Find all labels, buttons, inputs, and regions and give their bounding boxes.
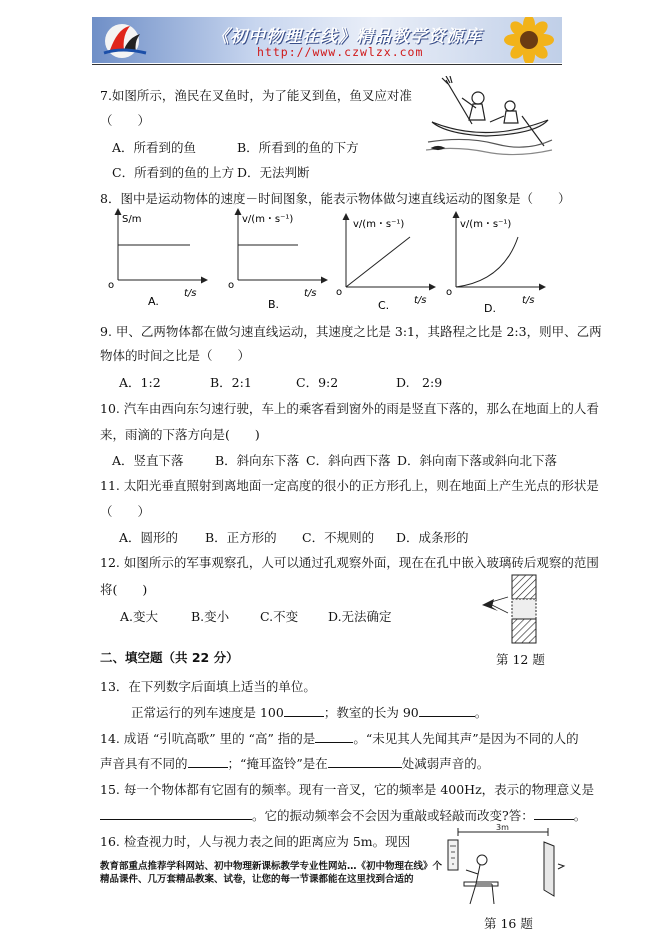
q7-option-d: D．无法判断 [237, 165, 310, 180]
graph-a [108, 210, 206, 308]
q10-option-a: A．竖直下落 [112, 453, 184, 468]
graph-b-ylabel: v/(m・s⁻¹) [242, 214, 294, 225]
graph-b-option: B. [268, 298, 280, 311]
section2-title: 二、填空题（共 22 分） [100, 650, 239, 665]
q14-line1-b: 。“未见其人先闻其声”是因为不同的人的 [353, 731, 579, 746]
header-banner [92, 17, 562, 63]
graph-b-origin: o [228, 280, 235, 291]
q13-end: 。 [474, 705, 488, 720]
q14-blank-1[interactable] [315, 730, 353, 743]
q15-blank-2[interactable] [534, 807, 574, 820]
q11-line1: 11. 太阳光垂直照射到离地面一定高度的很小的正方形孔上，则在地面上产生光点的形状是 [100, 478, 599, 493]
graph-a-option: A. [148, 295, 159, 308]
q15-line2-b: 。 [573, 808, 587, 823]
q10-option-c: C．斜向西下落 [306, 453, 391, 468]
q14-line2-c: 处减弱声音的。 [401, 756, 490, 771]
q9-option-d: D. 2:9 [396, 375, 443, 390]
q14-line2-b: ；“掩耳盗铃”是在 [227, 756, 328, 771]
banner-title: 《初中物理在线》精品教学资源库 [212, 27, 482, 47]
fisherman-boat-figure [426, 76, 554, 158]
graph-d [446, 213, 544, 315]
q13-blank-2[interactable] [419, 704, 475, 717]
q10-option-d: D．斜向南下落或斜向北下落 [397, 453, 558, 468]
q7-option-c: C．所看到的鱼的上方 [112, 165, 235, 180]
graph-c-option: C. [378, 299, 390, 312]
graph-c [336, 215, 434, 312]
q13-body-part2: ；教室的长为 90 [323, 705, 419, 720]
q8-stem: 8．图中是运动物体的速度－时间图象，能表示物体做匀速直线运动的图象是（ ） [100, 191, 571, 206]
q9-line1: 9. 甲、乙两物体都在做匀速直线运动，其速度之比是 3:1，其路程之比是 2:3，则甲、乙两 [100, 324, 602, 339]
q13-blank-1[interactable] [284, 704, 324, 717]
q9-line2: 物体的时间之比是（ ） [100, 348, 251, 363]
graph-d-origin: o [446, 287, 453, 298]
graph-d-curve [456, 237, 518, 287]
q14-line1-a: 14. 成语 “引吭高歌” 里的 “高” 指的是 [100, 731, 316, 746]
graph-a-origin: o [108, 280, 115, 291]
q7-paren: （ ） [100, 113, 151, 128]
q13-body [131, 703, 487, 721]
header-divider [92, 64, 562, 65]
q12-option-b: B.变小 [191, 609, 230, 624]
graph-b [228, 210, 326, 311]
q7-stem: 7.如图所示，渔民在叉鱼时，为了能叉到鱼，鱼叉应对准 [100, 88, 412, 103]
q14-line2-a: 声音具有不同的 [100, 756, 188, 771]
q14-blank-2[interactable] [188, 755, 228, 768]
q10-line1: 10. 汽车由西向东匀速行驶，车上的乘客看到窗外的雨是竖直下落的，那么在地面上的人看 [100, 401, 599, 416]
q11-paren: （ ） [100, 504, 151, 519]
graph-c-origin: o [336, 287, 343, 298]
q7-option-a: A．所看到的鱼 [112, 140, 197, 155]
observation-hole-figure [478, 573, 540, 645]
banner-url[interactable]: http://www.czwlzx.com [257, 45, 424, 59]
graph-b-xlabel: t/s [304, 288, 317, 299]
footer-promo: 教育部重点推荐学科网站、初中物理新课标教学专业性网站…《初中物理在线》个精品课件、几万套精品教案、试卷，让您的每一节课都能在这里找到合适的 [100, 861, 443, 885]
sunflower-icon [497, 17, 562, 63]
q11-option-b: B．正方形的 [205, 530, 277, 545]
q14-blank-3[interactable] [328, 755, 402, 768]
graph-c-ylabel: v/(m・s⁻¹) [353, 219, 405, 230]
logo-icon [100, 20, 155, 60]
q9-option-b: B．2:1 [210, 375, 252, 390]
q14-line2 [100, 754, 489, 772]
q11-option-d: D．成条形的 [396, 530, 469, 545]
graph-d-option: D. [484, 302, 496, 315]
eye-test-figure [440, 824, 570, 916]
graph-d-ylabel: v/(m・s⁻¹) [460, 219, 512, 230]
q15-line2-a: 。它的振动频率会不会因为重敲或轻敲而改变?答： [252, 808, 534, 823]
graph-c-xlabel: t/s [414, 295, 427, 306]
q7-option-b: B．所看到的鱼的下方 [237, 140, 359, 155]
q9-option-a: A．1:2 [119, 375, 161, 390]
q12-option-c: C.不变 [260, 609, 299, 624]
graph-a-xlabel: t/s [184, 288, 197, 299]
q13-stem: 13．在下列数字后面填上适当的单位。 [100, 679, 316, 694]
q16-line1: 16. 检查视力时，人与视力表之间的距离应为 5m。现因 [100, 834, 411, 849]
q10-line2: 来，雨滴的下落方向是( ) [100, 427, 260, 442]
q10-option-b: B．斜向东下落 [215, 453, 300, 468]
q12-line1: 12. 如图所示的军事观察孔，人可以通过孔观察外面，现在在孔中嵌入玻璃砖后观察的范围 [100, 555, 599, 570]
q13-body-part1: 正常运行的列车速度是 100 [131, 705, 284, 720]
q9-option-c: C．9:2 [296, 375, 339, 390]
q15-line1: 15. 每一个物体都有它固有的频率。现有一音叉，它的频率是 400Hz，表示的物理意义是 [100, 782, 595, 797]
q15-line2 [100, 806, 586, 824]
q15-blank-1[interactable] [100, 807, 252, 820]
q8-graphs [98, 205, 563, 315]
graph-a-ylabel: S/m [122, 214, 142, 225]
q12-line2: 将( ) [100, 582, 148, 597]
q16-caption: 第 16 题 [484, 916, 533, 931]
q11-option-c: C．不规则的 [302, 530, 375, 545]
q12-option-a: A.变大 [120, 609, 159, 624]
q14-line1 [100, 729, 579, 747]
q12-option-d: D.无法确定 [328, 609, 392, 624]
graph-d-xlabel: t/s [522, 295, 535, 306]
q12-caption: 第 12 题 [496, 652, 545, 667]
q16-distance-label: 3m [496, 824, 509, 832]
q11-option-a: A．圆形的 [119, 530, 179, 545]
graph-c-line [346, 237, 410, 287]
